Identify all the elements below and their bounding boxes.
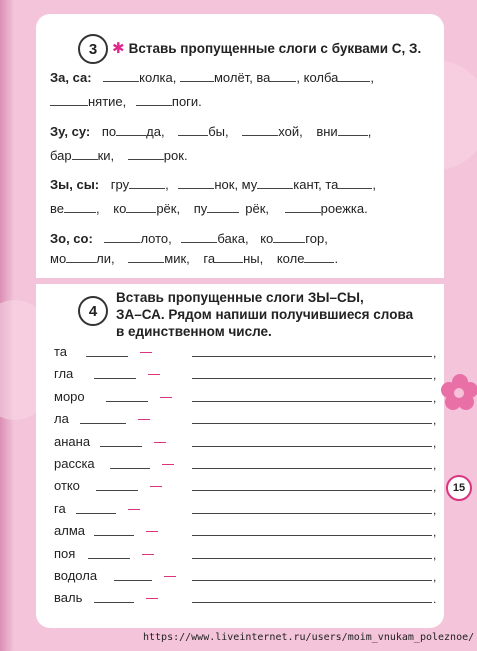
page-number: 15 [452,482,466,494]
punctuation: , [433,570,437,584]
watermark-url: https://www.liveinternet.ru/users/moim_vnukam_poleznoe/ [143,632,475,643]
word-stem: алма [54,523,85,539]
answer-blank[interactable] [103,70,139,82]
word-stem: анана [54,433,91,449]
word-fragment: ли, [96,251,115,266]
dash [150,486,162,487]
exercise-4-title-line: ЗА–СА. Рядом напиши получившиеся слова [116,307,414,322]
answer-blank[interactable] [304,251,334,263]
word-fragment: по [101,124,117,139]
answer-line[interactable] [192,468,432,469]
answer-blank[interactable] [273,231,305,243]
punctuation: , [433,368,437,383]
dash [128,509,140,510]
answer-line[interactable] [192,378,432,379]
word-stem: поя [54,545,76,561]
dash [148,374,160,375]
answer-blank[interactable] [126,201,156,213]
exercise-3-title: Вставь пропущенные слоги с буквами С, З. [128,41,422,56]
answer-blank[interactable] [338,177,372,189]
answer-blank[interactable] [50,94,88,106]
word-fragment: хой, [278,124,303,139]
dash [146,598,158,599]
word-stem: та [54,344,68,359]
answer-line[interactable] [192,535,432,536]
dash [154,442,166,443]
word-fragment: гру [110,177,130,192]
dash [160,397,172,398]
section-divider [36,278,444,284]
syllable-label: Зу, су: [50,124,91,139]
punctuation: , [433,435,437,450]
word-fragment: . [334,251,339,266]
word-fragment: пу [193,201,208,216]
syllable-blank[interactable] [94,602,134,603]
exercise-number: 3 [88,40,98,58]
punctuation: , [433,480,437,495]
answer-blank[interactable] [181,231,217,243]
answer-blank[interactable] [338,70,370,82]
syllable-blank[interactable] [80,423,126,424]
answer-blank[interactable] [242,124,278,136]
dash [140,352,152,353]
answer-blank[interactable] [66,251,96,263]
syllable-label: Зо, со: [50,231,93,246]
word-fragment: поги. [171,94,202,109]
word-fragment: рёк, [245,201,270,216]
syllable-label: Зы, сы: [50,177,100,192]
word-fragment: вни [316,124,338,139]
word-fragment: , [367,124,372,139]
answer-line[interactable] [192,602,432,603]
answer-line[interactable] [192,490,432,491]
word-fragment: нок, му [214,177,258,192]
exercise-number-badge [78,34,108,64]
word-fragment: кант, та [293,177,339,192]
word-fragment: роежка. [320,201,368,216]
dash [164,576,176,577]
word-fragment: ко [113,201,127,216]
word-fragment: бар [50,148,72,163]
punctuation: , [433,502,437,517]
word-fragment: мо [50,251,67,266]
word-fragment: рёк, [156,201,181,216]
syllable-blank[interactable] [76,513,116,514]
answer-line[interactable] [192,513,432,514]
syllable-blank[interactable] [86,356,128,357]
answer-blank[interactable] [178,177,214,189]
word-stem: валь [54,590,83,606]
word-fragment: молёт, ва [213,70,271,85]
answer-blank[interactable] [215,251,243,263]
exercise-4-title-line: в единственном числе. [116,324,272,339]
syllable-label: За, са: [50,70,92,85]
word-stem: откo [54,478,80,494]
answer-blank[interactable] [207,201,239,213]
exercise-row [50,148,188,163]
word-fragment: , колба [296,70,339,85]
dash [162,464,174,465]
punctuation: , [433,547,437,562]
word-fragment: ко [260,231,274,246]
exercise-row [50,201,368,216]
word-fragment: ве [50,201,64,216]
word-fragment: коле [276,251,305,266]
answer-blank[interactable] [64,201,96,213]
answer-line[interactable] [192,401,432,402]
word-fragment: колка, [139,70,177,85]
word-fragment: га [203,251,216,266]
exercise-row [50,231,328,246]
syllable-blank[interactable] [94,535,134,536]
word-fragment: , [372,177,377,192]
word-fragment: нятие, [88,94,127,109]
flower-icon [440,372,477,418]
answer-blank[interactable] [129,177,165,189]
dash [146,531,158,532]
dash [142,554,154,555]
word-fragment: бака, [217,231,249,246]
syllable-blank[interactable] [106,401,148,402]
word-fragment: бы, [208,124,229,139]
answer-line[interactable] [192,558,432,559]
punctuation: , [433,346,437,360]
word-fragment: мик, [164,251,190,266]
answer-blank[interactable] [128,148,164,160]
syllable-blank[interactable] [88,558,130,559]
exercise-row [50,124,371,139]
syllable-blank[interactable] [96,490,138,491]
answer-line[interactable] [192,423,432,424]
answer-blank[interactable] [116,124,146,136]
word-fragment: гор, [305,231,328,246]
word-fragment: , [96,201,100,216]
answer-blank[interactable] [178,124,208,136]
page-number-badge [446,475,472,501]
word-stem: ла [54,411,69,427]
exercise-3-heading [112,40,421,57]
word-fragment: , [165,177,169,192]
syllable-blank[interactable] [100,446,142,447]
punctuation: , [433,413,437,428]
word-stem: моро [54,388,85,404]
dash [138,419,150,420]
answer-blank[interactable] [180,70,214,82]
exercise-row [50,177,376,192]
word-fragment: , [370,70,375,85]
word-fragment: ны, [243,251,264,266]
word-stem: гла [54,366,74,382]
answer-blank[interactable] [270,70,296,82]
answer-line[interactable] [192,446,432,447]
syllable-blank[interactable] [114,580,152,581]
word-fragment: лото, [140,231,172,246]
word-stem: га [54,500,66,516]
syllable-blank[interactable] [110,468,150,469]
answer-blank[interactable] [128,251,164,263]
punctuation: , [433,458,437,472]
exercise-row [50,70,374,85]
syllable-blank[interactable] [94,378,136,379]
word-fragment: рок. [163,148,188,163]
answer-blank[interactable] [104,231,140,243]
answer-line[interactable] [192,580,432,581]
answer-blank[interactable] [72,148,98,160]
word-fragment: да, [146,124,165,139]
star-icon: ✱ [112,40,125,57]
word-stem: водола [54,568,98,583]
exercise-row [50,251,338,266]
answer-blank[interactable] [338,124,368,136]
answer-blank[interactable] [285,201,321,213]
punctuation: . [433,592,437,607]
answer-blank[interactable] [136,94,172,106]
exercise-4-title-line: Вставь пропущенные слоги ЗЫ–СЫ, [116,290,364,305]
exercise-row [50,94,202,109]
word-stem: расска [54,456,95,471]
punctuation: , [433,525,437,540]
word-fragment: ки, [97,148,115,163]
exercise-4-heading [116,289,413,340]
answer-line[interactable] [192,356,432,357]
answer-blank[interactable] [257,177,293,189]
exercise-number-badge [78,296,108,326]
exercise-number: 4 [88,302,98,320]
punctuation: , [433,390,437,405]
